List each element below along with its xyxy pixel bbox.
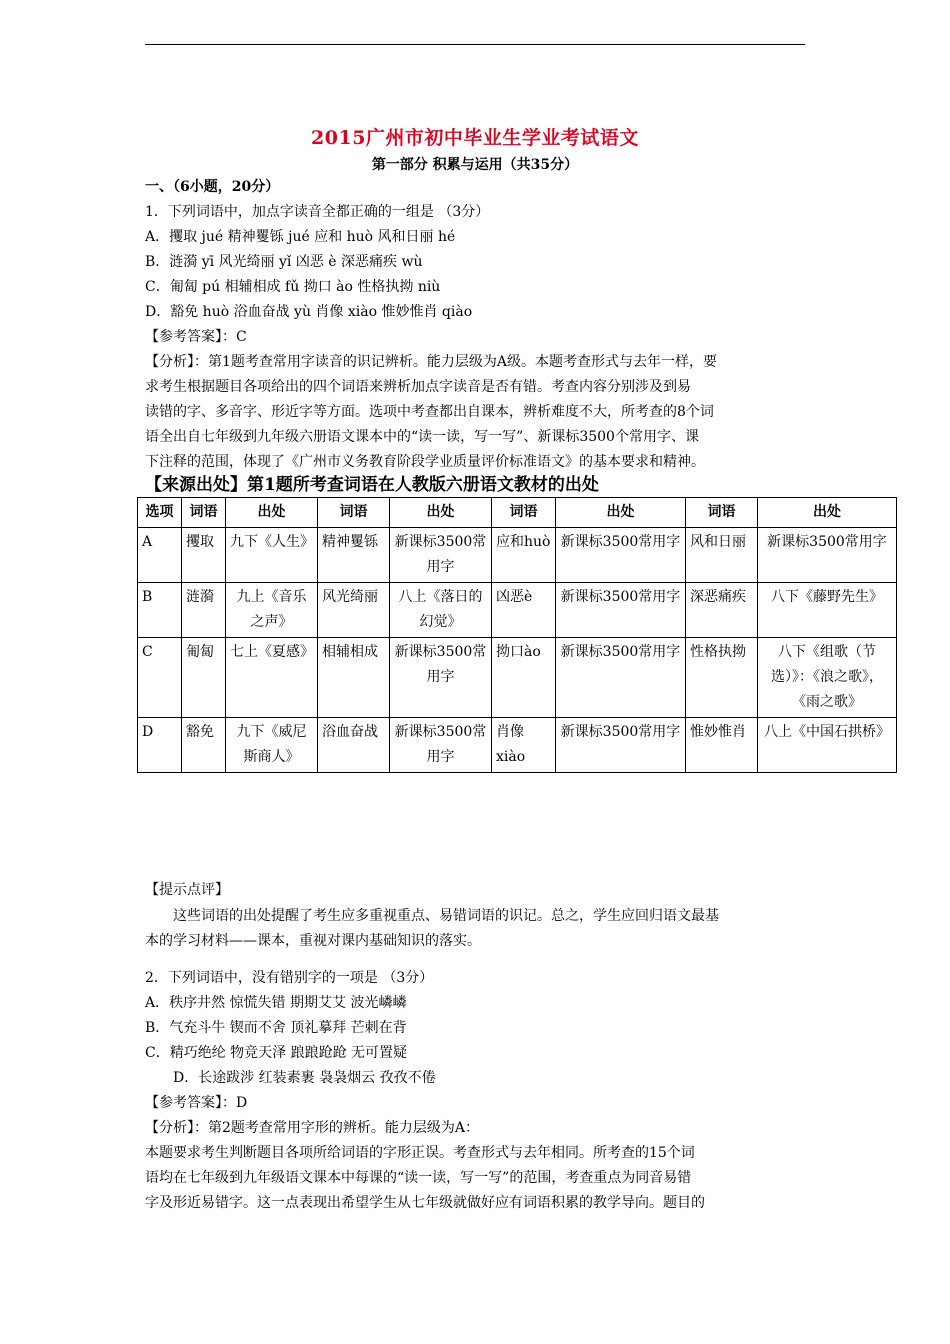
table-cell: 凶恶è [492,583,556,638]
table-cell: 肖像xiào [492,718,556,773]
table-cell: 风和日丽 [686,528,758,583]
question-1-option-b: B．涟漪 yī 风光绮丽 yǐ 凶恶 è 深恶痛疾 wù [145,254,423,270]
table-cell: 新课标3500常用字 [556,528,686,583]
table-header-row [138,498,897,528]
question-1-analysis-line: 下注释的范围，体现了《广州市义务教育阶段学业质量评价标准语文》的基本要求和精神。 [145,454,705,470]
table-cell: A [138,528,182,583]
question-2-analysis-line: 语均在七年级到九年级语文课本中每课的“读一读，写一写”的范围，考查重点为同音易错 [145,1170,692,1186]
table-cell: 八下《组歌（节选）》：《浪之歌》，《雨之歌》 [758,638,897,718]
table-cell: D [138,718,182,773]
table-cell: 新课标3500常用字 [758,528,897,583]
question-2-stem: 2．下列词语中，没有错别字的一项是 （3分） [145,970,434,986]
table-cell: 新课标3500常用字 [390,528,492,583]
question-2-analysis-line: 字及形近易错字。这一点表现出希望学生从七年级就做好应有词语积累的教学导向。题目的 [145,1195,705,1211]
tip-line: 这些词语的出处提醒了考生应多重视重点、易错词语的识记。总之，学生应回归语文最基 [173,908,719,924]
table-cell: 新课标3500常用字 [390,638,492,718]
tip-line: 本的学习材料——课本，重视对课内基础知识的落实。 [145,933,481,949]
question-2-option-b: B．气充斗牛 锲而不舍 顶礼摹拜 芒刺在背 [145,1020,407,1036]
column-header: 词语 [318,498,390,528]
table-cell: 拗口ào [492,638,556,718]
table-cell: 七上《夏感》 [226,638,318,718]
table-cell: 新课标3500常用字 [390,718,492,773]
column-header: 词语 [492,498,556,528]
table-cell: 攫取 [182,528,226,583]
question-1-answer: 【参考答案】：C [145,329,247,345]
question-1-analysis-line: 语全出自七年级到九年级六册语文课本中的“读一读，写一写”、新课标3500个常用字、课 [145,429,699,445]
table-row [138,638,897,718]
question-1-option-a: A．攫取 jué 精神矍铄 jué 应和 huò 风和日丽 hé [145,229,456,245]
page-subtitle: 第一部分 积累与运用（共35分） [371,157,579,173]
table-cell: 九下《人生》 [226,528,318,583]
table-cell: 九下《威尼斯商人》 [226,718,318,773]
page-title: 2015广州市初中毕业生学业考试语文 [311,127,639,149]
table-cell: 浴血奋战 [318,718,390,773]
column-header: 选项 [138,498,182,528]
source-heading: 【来源出处】第1题所考查词语在人教版六册语文教材的出处 [145,475,599,495]
question-1-analysis-line: 【分析】：第1题考查常用字读音的识记辨析。能力层级为A级。本题考查形式与去年一样，要 [145,354,718,370]
table-cell: 八下《藤野先生》 [758,583,897,638]
question-2-option-a: A．秩序井然 惊慌失错 期期艾艾 波光嶙嶙 [145,995,407,1011]
table-cell: 惟妙惟肖 [686,718,758,773]
question-2-analysis-line: 本题要求考生判断题目各项所给词语的字形正误。考查形式与去年相同。所考查的15个词 [145,1145,695,1161]
column-header: 词语 [686,498,758,528]
table-cell: 新课标3500常用字 [556,583,686,638]
table-cell: 九上《音乐之声》 [226,583,318,638]
question-2-analysis-line: 【分析】：第2题考查常用字形的辨析。能力层级为A： [145,1120,480,1136]
section-heading: 一、（6小题，20分） [145,179,280,195]
table-cell: 新课标3500常用字 [556,638,686,718]
table-cell: 豁免 [182,718,226,773]
column-header: 出处 [226,498,318,528]
question-2-answer: 【参考答案】：D [145,1095,248,1111]
table-cell: 八上《中国石拱桥》 [758,718,897,773]
tip-heading: 【提示点评】 [145,882,229,898]
table-cell: 相辅相成 [318,638,390,718]
source-table [137,497,897,773]
column-header: 词语 [182,498,226,528]
question-1-analysis-line: 求考生根据题目各项给出的四个词语来辨析加点字读音是否有错。考查内容分别涉及到易 [145,379,691,395]
question-1-option-c: C．匍匐 pú 相辅相成 fǔ 拗口 ào 性格执拗 niù [145,279,441,295]
table-cell: 八上《落日的幻觉》 [390,583,492,638]
header-rule [145,44,805,45]
table-cell: B [138,583,182,638]
table-cell: 风光绮丽 [318,583,390,638]
question-1-stem: 1．下列词语中，加点字读音全都正确的一组是 （3分） [145,204,490,220]
table-row [138,528,897,583]
table-row [138,583,897,638]
table-cell: 涟漪 [182,583,226,638]
column-header: 出处 [556,498,686,528]
table-cell: 精神矍铄 [318,528,390,583]
question-1-option-d: D．豁免 huò 浴血奋战 yù 肖像 xiào 惟妙惟肖 qiào [145,304,473,320]
question-2-option-d: D．长途跋涉 红装素裹 袅袅烟云 孜孜不倦 [173,1070,436,1086]
table-cell: 新课标3500常用字 [556,718,686,773]
table-cell: 性格执拗 [686,638,758,718]
table-cell: 应和huò [492,528,556,583]
column-header: 出处 [758,498,897,528]
question-2-option-c: C．精巧绝纶 物竞天泽 踉踉跄跄 无可置疑 [145,1045,408,1061]
table-cell: 匍匐 [182,638,226,718]
column-header: 出处 [390,498,492,528]
table-row [138,718,897,773]
table-cell: 深恶痛疾 [686,583,758,638]
table-cell: C [138,638,182,718]
question-1-analysis-line: 读错的字、多音字、形近字等方面。选项中考查都出自课本，辨析难度不大，所考查的8个词 [145,404,714,420]
